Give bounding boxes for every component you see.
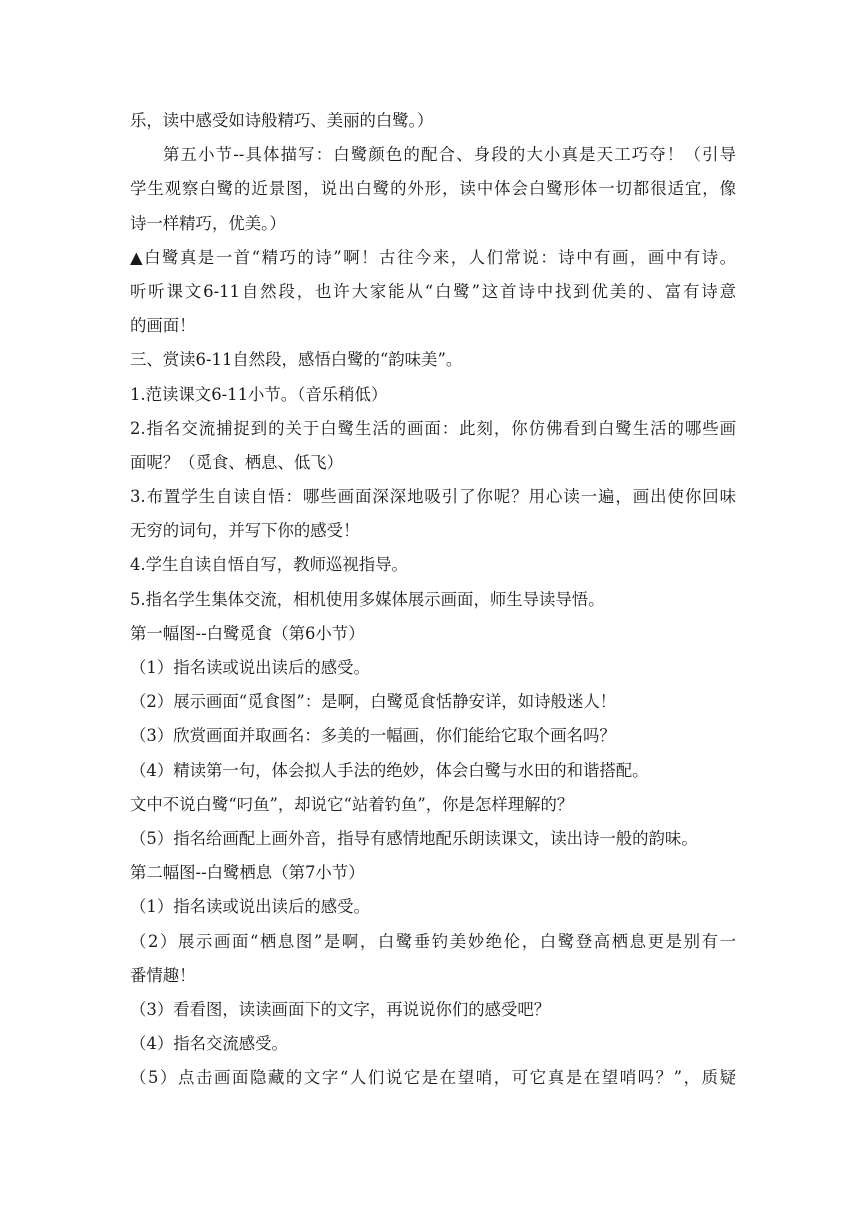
text-line: 第二幅图--白鹭栖息（第7小节） xyxy=(130,863,365,883)
text-line: 4.学生自读自悟自写，教师巡视指导。 xyxy=(130,555,408,575)
text-line: 第一幅图--白鹭觅食（第6小节） xyxy=(130,623,365,643)
text-line: 3.布置学生自读自悟：哪些画面深深地吸引了你呢？用心读一遍，画出使你回味 xyxy=(130,487,736,507)
text-line: 无穷的词句，并写下你的感受！ xyxy=(130,521,360,541)
text-line: 三、赏读6-11自然段，感悟白鹭的“韵味美”。 xyxy=(130,350,463,370)
text-line: （3）欣赏画面并取画名：多美的一幅画，你们能给它取个画名吗？ xyxy=(130,726,616,746)
text-line: ▲白鹭真是一首“精巧的诗”啊！古往今来，人们常说：诗中有画，画中有诗。 xyxy=(130,247,736,267)
text-line: 乐，读中感受如诗般精巧、美丽的白鹭。） xyxy=(130,111,434,130)
text-line: （2）展示画面“栖息图”是啊，白鹭垂钓美妙绝伦，白鹭登高栖息更是别有一 xyxy=(130,931,736,951)
text-line: 听听课文6-11自然段，也许大家能从“白鹭”这首诗中找到优美的、富有诗意 xyxy=(130,281,736,301)
document-page xyxy=(130,104,736,1095)
text-line: （1）指名读或说出读后的感受。 xyxy=(130,897,370,917)
text-line: （5）点击画面隐藏的文字“人们说它是在望哨，可它真是在望哨吗？”，质疑 xyxy=(130,1068,736,1088)
text-line: （4）指名交流感受。 xyxy=(130,1034,288,1054)
text-line: （4）精读第一句，体会拟人手法的绝妙，体会白鹭与水田的和谐搭配。 xyxy=(130,760,649,780)
text-line: 文中不说白鹭“叼鱼”，却说它“站着钓鱼”，你是怎样理解的？ xyxy=(130,794,574,814)
text-line: 学生观察白鹭的近景图，说出白鹭的外形，读中体会白鹭形体一切都很适宜，像 xyxy=(130,179,736,199)
text-line: 番情趣！ xyxy=(130,965,196,985)
text-line: （2）展示画面“觅食图”：是啊，白鹭觅食恬静安详，如诗般迷人！ xyxy=(130,692,617,712)
text-line: 面呢？（觅食、栖息、低飞） xyxy=(130,452,344,472)
text-line: 5.指名学生集体交流，相机使用多媒体展示画面，师生导读导悟。 xyxy=(130,589,605,609)
text-line: 2.指名交流捕捉到的关于白鹭生活的画面：此刻，你仿佛看到白鹭生活的哪些画 xyxy=(130,418,736,438)
text-line: （3）看看图，读读画面下的文字，再说说你们的感受吧？ xyxy=(130,999,551,1019)
text-line: （5）指名给画配上画外音，指导有感情地配乐朗读课文，读出诗一般的韵味。 xyxy=(130,828,698,848)
text-line: 1.范读课文6-11小节。（音乐稍低） xyxy=(130,384,388,404)
text-line: 第五小节--具体描写：白鹭颜色的配合、身段的大小真是天工巧夺！（引导 xyxy=(163,145,736,165)
text-line: 诗一样精巧，优美。） xyxy=(130,213,286,233)
text-line: 的画面！ xyxy=(130,316,196,336)
text-line: （1）指名读或说出读后的感受。 xyxy=(130,658,370,677)
